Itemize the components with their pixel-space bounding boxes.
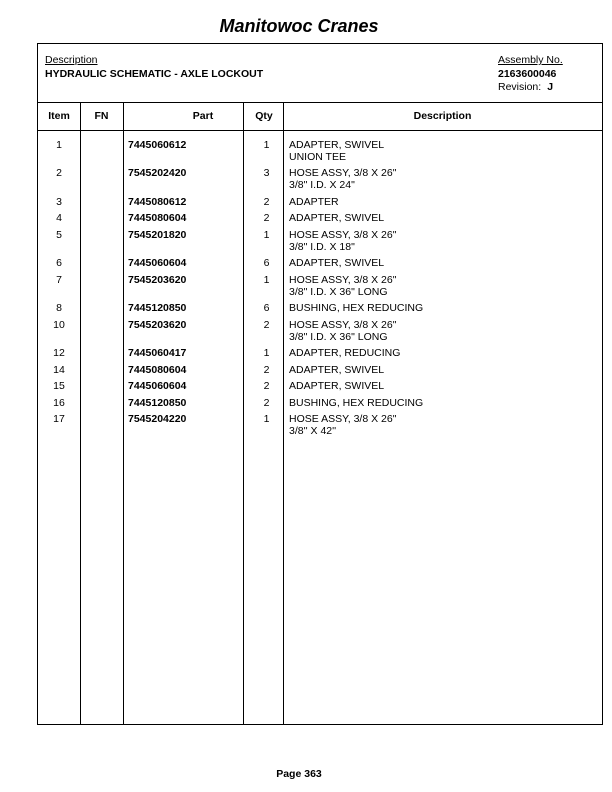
part-description [289,229,396,253]
column-header-qty: Qty [255,110,273,122]
item-number: 2 [56,167,62,179]
description-line: 3/8'' X 42'' [289,425,337,437]
item-number: 8 [56,302,62,314]
description-line: BUSHING, HEX REDUCING [289,302,424,314]
assembly-description: HYDRAULIC SCHEMATIC - AXLE LOCKOUT [45,68,264,80]
description-line: ADAPTER [289,196,339,208]
description-line: ADAPTER, SWIVEL [289,380,385,392]
part-description [289,139,384,163]
item-number: 5 [56,229,62,241]
revision [498,81,553,93]
description-line: HOSE ASSY, 3/8 X 26" [289,167,397,179]
quantity: 2 [263,196,270,208]
description-line: ADAPTER, SWIVEL [289,364,385,376]
part-number: 7545203620 [128,274,187,286]
item-number: 6 [56,257,62,269]
description-line: UNION TEE [289,151,346,163]
assembly-number-label: Assembly No. [498,54,563,66]
description-line: 3/8" I.D. X 36" LONG [289,331,388,343]
description-line: ADAPTER, SWIVEL [289,139,385,151]
part-number: 7445060604 [128,257,187,269]
column-divider [123,103,124,724]
item-number: 17 [53,413,65,425]
part-number: 7445060612 [128,139,187,151]
part-number: 7545201820 [128,229,187,241]
part-description [289,319,396,343]
quantity: 1 [263,347,270,359]
part-number: 7445120850 [128,302,187,314]
part-description [289,196,339,208]
part-number: 7545204220 [128,413,187,425]
description-line: 3/8" I.D. X 18" [289,241,355,253]
item-number: 3 [56,196,62,208]
quantity: 2 [263,380,270,392]
quantity: 6 [263,257,270,269]
item-number: 4 [56,212,62,224]
part-number: 7445060604 [128,380,187,392]
part-description [289,302,423,314]
description-line: HOSE ASSY, 3/8 X 26" [289,413,397,425]
description-line: 3/8" I.D. X 36" LONG [289,286,388,298]
quantity: 1 [263,139,270,151]
assembly-number: 2163600046 [498,68,557,80]
part-description [289,274,396,298]
item-number: 1 [56,139,62,151]
description-line: HOSE ASSY, 3/8 X 26" [289,274,397,286]
item-number: 10 [53,319,65,331]
parts-list-frame [37,43,603,725]
part-number: 7445120850 [128,397,187,409]
part-description [289,380,384,392]
quantity: 2 [263,397,270,409]
quantity: 6 [263,302,270,314]
description-line: ADAPTER, REDUCING [289,347,401,359]
item-number: 16 [53,397,65,409]
quantity: 1 [263,413,270,425]
item-number: 14 [53,364,65,376]
part-description [289,397,423,409]
column-divider [283,103,284,724]
column-divider [80,103,81,724]
assembly-header [38,44,602,103]
part-description [289,167,396,191]
item-number: 12 [53,347,65,359]
part-description [289,364,384,376]
description-line: BUSHING, HEX REDUCING [289,397,424,409]
quantity: 2 [263,212,270,224]
quantity: 2 [263,319,270,331]
column-header-description: Description [413,110,472,122]
part-description [289,212,384,224]
quantity: 3 [263,167,270,179]
part-number: 7445060417 [128,347,187,359]
part-description [289,347,400,359]
part-number: 7545202420 [128,167,187,179]
column-header-fn: FN [94,110,109,122]
quantity: 2 [263,364,270,376]
description-line: ADAPTER, SWIVEL [289,257,385,269]
part-description [289,257,384,269]
description-label: Description [45,54,98,66]
revision-label: Revision: [498,81,542,93]
column-header-item: Item [48,110,70,122]
description-line: 3/8" I.D. X 24" [289,179,355,191]
page-number: Page 363 [276,768,322,780]
company-title: Manitowoc Cranes [219,16,379,36]
description-line: ADAPTER, SWIVEL [289,212,385,224]
item-number: 15 [53,380,65,392]
description-line: HOSE ASSY, 3/8 X 26" [289,229,397,241]
quantity: 1 [263,229,270,241]
item-number: 7 [56,274,62,286]
column-divider [243,103,244,724]
part-number: 7545203620 [128,319,187,331]
column-header-part: Part [192,110,214,122]
part-description [289,413,396,437]
part-number: 7445080612 [128,196,187,208]
description-line: HOSE ASSY, 3/8 X 26" [289,319,397,331]
quantity: 1 [263,274,270,286]
part-number: 7445080604 [128,364,187,376]
part-number: 7445080604 [128,212,187,224]
revision-value: J [547,81,554,93]
